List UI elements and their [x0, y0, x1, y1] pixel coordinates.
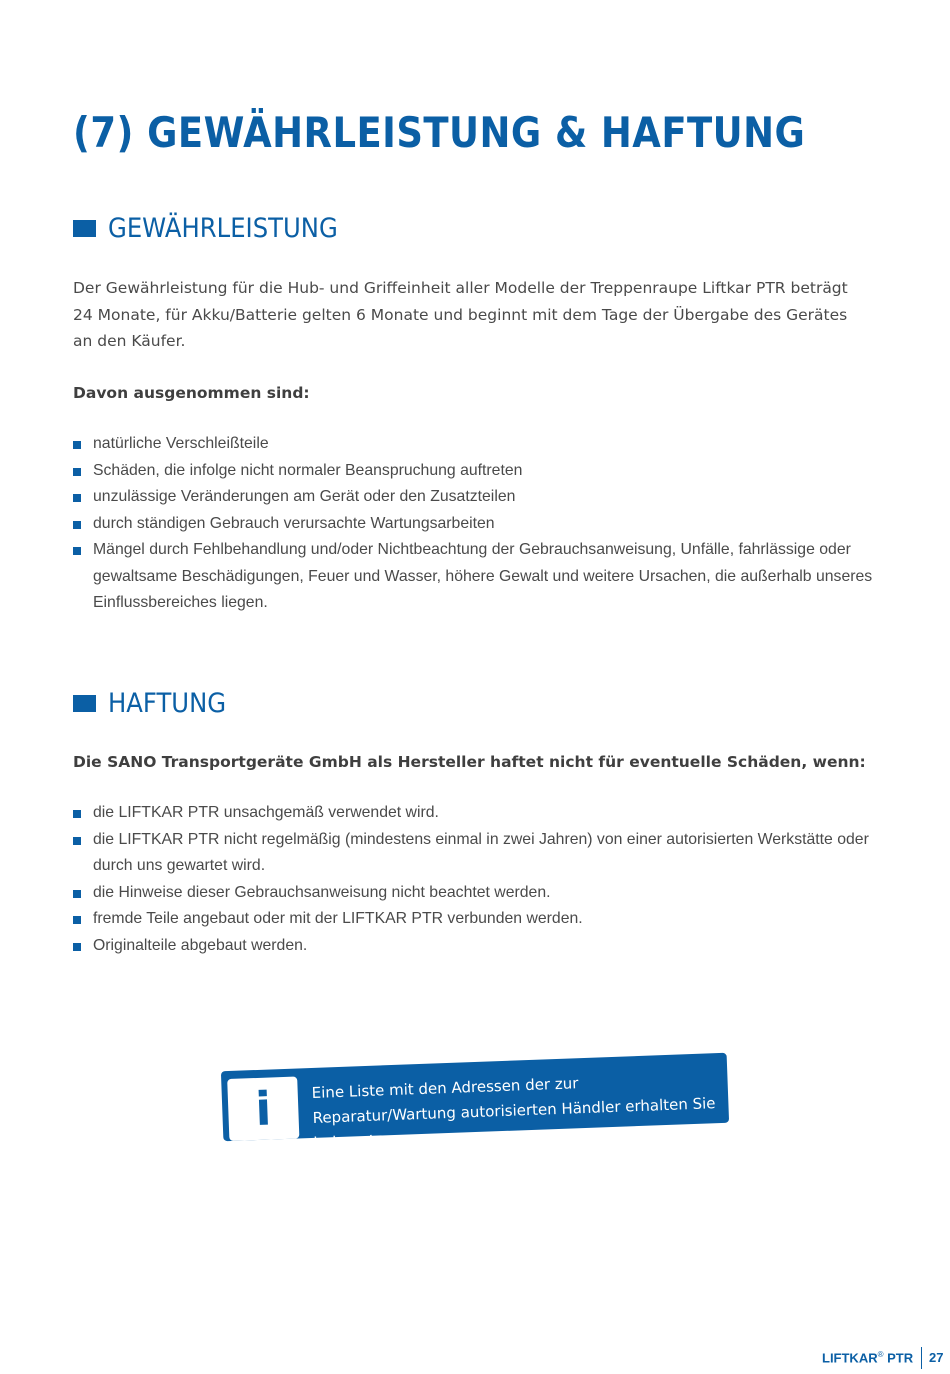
footer-divider — [921, 1347, 922, 1369]
bullet-square-icon — [73, 521, 81, 529]
info-icon-glyph: i — [254, 1081, 273, 1137]
bullet-square-icon — [73, 468, 81, 476]
info-callout — [221, 1053, 729, 1152]
bullet-square-icon — [73, 441, 81, 449]
info-icon — [227, 1077, 299, 1142]
bullet-square-icon — [73, 943, 81, 951]
exceptions-label: Davon ausgenommen sind: — [73, 384, 310, 402]
bullet-square-icon — [73, 547, 81, 555]
warranty-heading-text: GEWÄHRLEISTUNG — [108, 213, 338, 244]
list-item — [73, 880, 873, 907]
bullet-square-icon — [73, 837, 81, 845]
liability-heading — [73, 688, 239, 719]
list-item — [73, 800, 873, 827]
bullet-square-icon — [73, 810, 81, 818]
list-item-text: fremde Teile angebaut oder mit der LIFTKAR PTR verbunden werden. — [93, 910, 583, 927]
list-item — [73, 827, 873, 880]
liability-intro: Die SANO Transportgeräte GmbH als Hersteller haftet nicht für eventuelle Schäden, wenn: — [73, 753, 866, 771]
footer-model: PTR — [887, 1350, 914, 1366]
liability-conditions-list — [73, 800, 873, 959]
list-item — [73, 458, 873, 485]
list-item-text: die LIFTKAR PTR nicht regelmäßig (mindestens einmal in zwei Jahren) von einer autorisierten Werkstätte oder durch uns gewartet wird. — [93, 830, 869, 874]
list-item — [73, 933, 873, 960]
registered-mark: ® — [877, 1350, 884, 1359]
bullet-square-icon — [73, 494, 81, 502]
list-item — [73, 537, 873, 617]
list-item-text: Mängel durch Fehlbehandlung und/oder Nichtbeachtung der Gebrauchsanweisung, Unfälle, fahrlässige oder gewaltsame Beschädigungen, Feuer und Wasser, höhere Gewalt und weitere Ursachen, die außerhalb unseres Einflussbereiches liegen. — [93, 541, 873, 611]
page-number: 27 — [929, 1350, 944, 1365]
heading-square-icon — [73, 695, 96, 712]
warranty-heading — [73, 213, 363, 244]
list-item — [73, 431, 873, 458]
list-item-text: natürliche Verschleißteile — [93, 435, 269, 452]
list-item-text: Schäden, die infolge nicht normaler Beanspruchung auftreten — [93, 461, 523, 479]
heading-square-icon — [73, 220, 96, 237]
list-item-text: Originalteile abgebaut werden. — [93, 936, 308, 954]
bullet-square-icon — [73, 890, 81, 898]
list-item — [73, 906, 873, 933]
list-item-text: die LIFTKAR PTR unsachgemäß verwendet wird. — [93, 804, 439, 821]
list-item — [73, 484, 873, 511]
list-item — [73, 511, 873, 538]
bullet-square-icon — [73, 916, 81, 924]
warranty-intro: Der Gewährleistung für die Hub- und Griffeinheit aller Modelle der Treppenraupe Liftkar PTR beträgt 24 Monate, für Akku/Batterie gelten 6 Monate und beginnt mit dem Tage der Übergabe des Gerätes an den Käufer. — [73, 279, 848, 350]
liability-heading-text: HAFTUNG — [108, 688, 227, 719]
footer-brand-name: LIFTKAR — [822, 1350, 878, 1366]
exceptions-list — [73, 431, 873, 617]
list-item-text: die Hinweise dieser Gebrauchsanweisung nicht beachtet werden. — [93, 883, 551, 901]
info-callout-text: Eine Liste mit den Adressen der zur Reparatur/Wartung autorisierten Händler erhalten Sie bei uns! — [311, 1074, 716, 1152]
list-item-text: durch ständigen Gebrauch verursachte Wartungsarbeiten — [93, 514, 495, 532]
page-title: (7) GEWÄHRLEISTUNG & HAFTUNG — [73, 108, 806, 157]
list-item-text: unzulässige Veränderungen am Gerät oder den Zusatzteilen — [93, 488, 516, 505]
footer-brand — [822, 1350, 913, 1365]
